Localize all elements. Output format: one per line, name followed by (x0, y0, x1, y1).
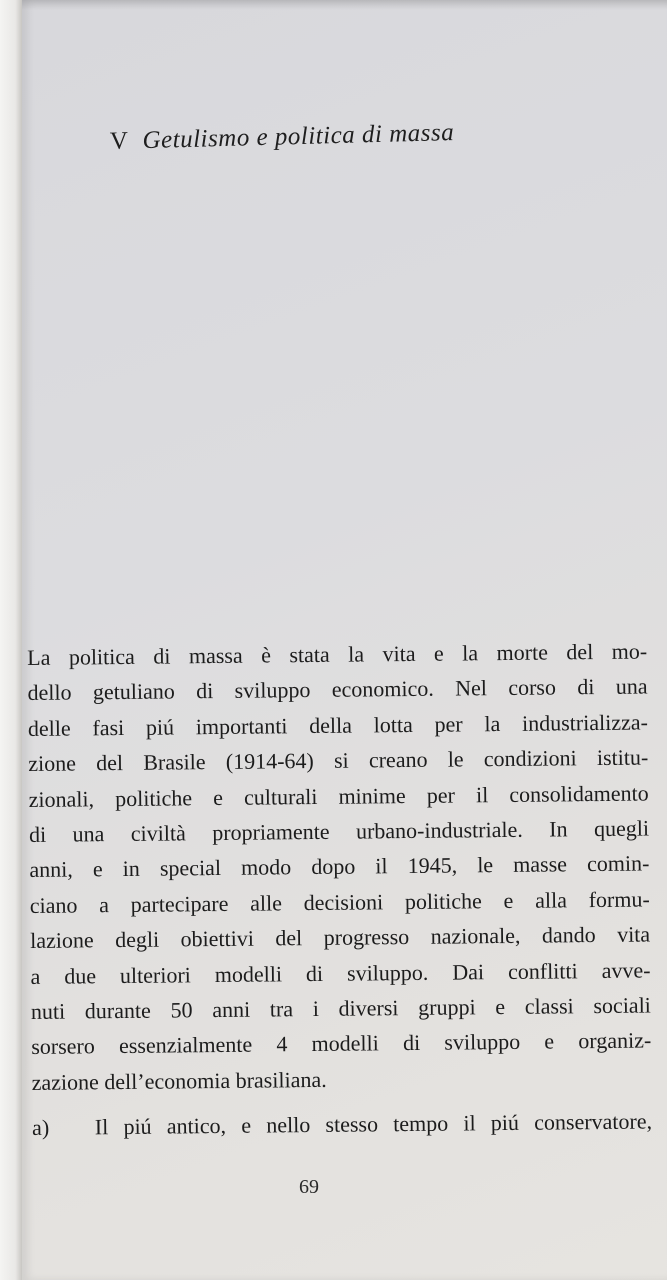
chapter-title-text: Getulismo e politica di massa (142, 118, 455, 155)
page-number: 69 (299, 1176, 319, 1198)
list-item-marker: a) (31, 1114, 50, 1141)
text-line: delle fasi piú importanti della lotta per la industrializza- (27, 709, 649, 741)
text-line: di una civiltà propriamente urbano-industriale. In quegli (28, 815, 650, 847)
text-line: ciano a partecipare alle decisioni politiche e alla formu- (29, 886, 650, 918)
page-top-shadow (22, 0, 667, 10)
list-item-text: Il piú antico, e nello stesso tempo il piú conservatore, (94, 1108, 653, 1140)
text-line: lazione degli obiettivi del progresso nazionale, dando vita (30, 921, 651, 954)
text-line: a due ulteriori modelli di sviluppo. Dai conflitti avve- (30, 957, 651, 989)
text-line: anni, e in special modo dopo il 1945, le masse comin- (29, 850, 650, 883)
text-line: sorsero essenzialmente 4 modelli di sviluppo e organiz- (31, 1027, 652, 1060)
text-line: La politica di massa è stata la vita e la morte del mo- (27, 638, 648, 670)
text-line: zazione dell’economia brasiliana. (31, 1066, 327, 1095)
list-item-a (32, 1104, 652, 1146)
text-line: dello getuliano di sviluppo economico. Nel corso di una (27, 673, 648, 706)
body-paragraph (27, 634, 652, 1146)
chapter-numeral: V (109, 127, 129, 155)
text-line: zione del Brasile (1914-64) si creano le condizioni istitu- (28, 744, 649, 777)
text-line: nuti durante 50 anni tra i diversi gruppi e classi sociali (30, 992, 651, 1024)
adjacent-page-edge (0, 0, 22, 1280)
text-line: zionali, politiche e culturali minime per il consolidamento (28, 780, 649, 812)
